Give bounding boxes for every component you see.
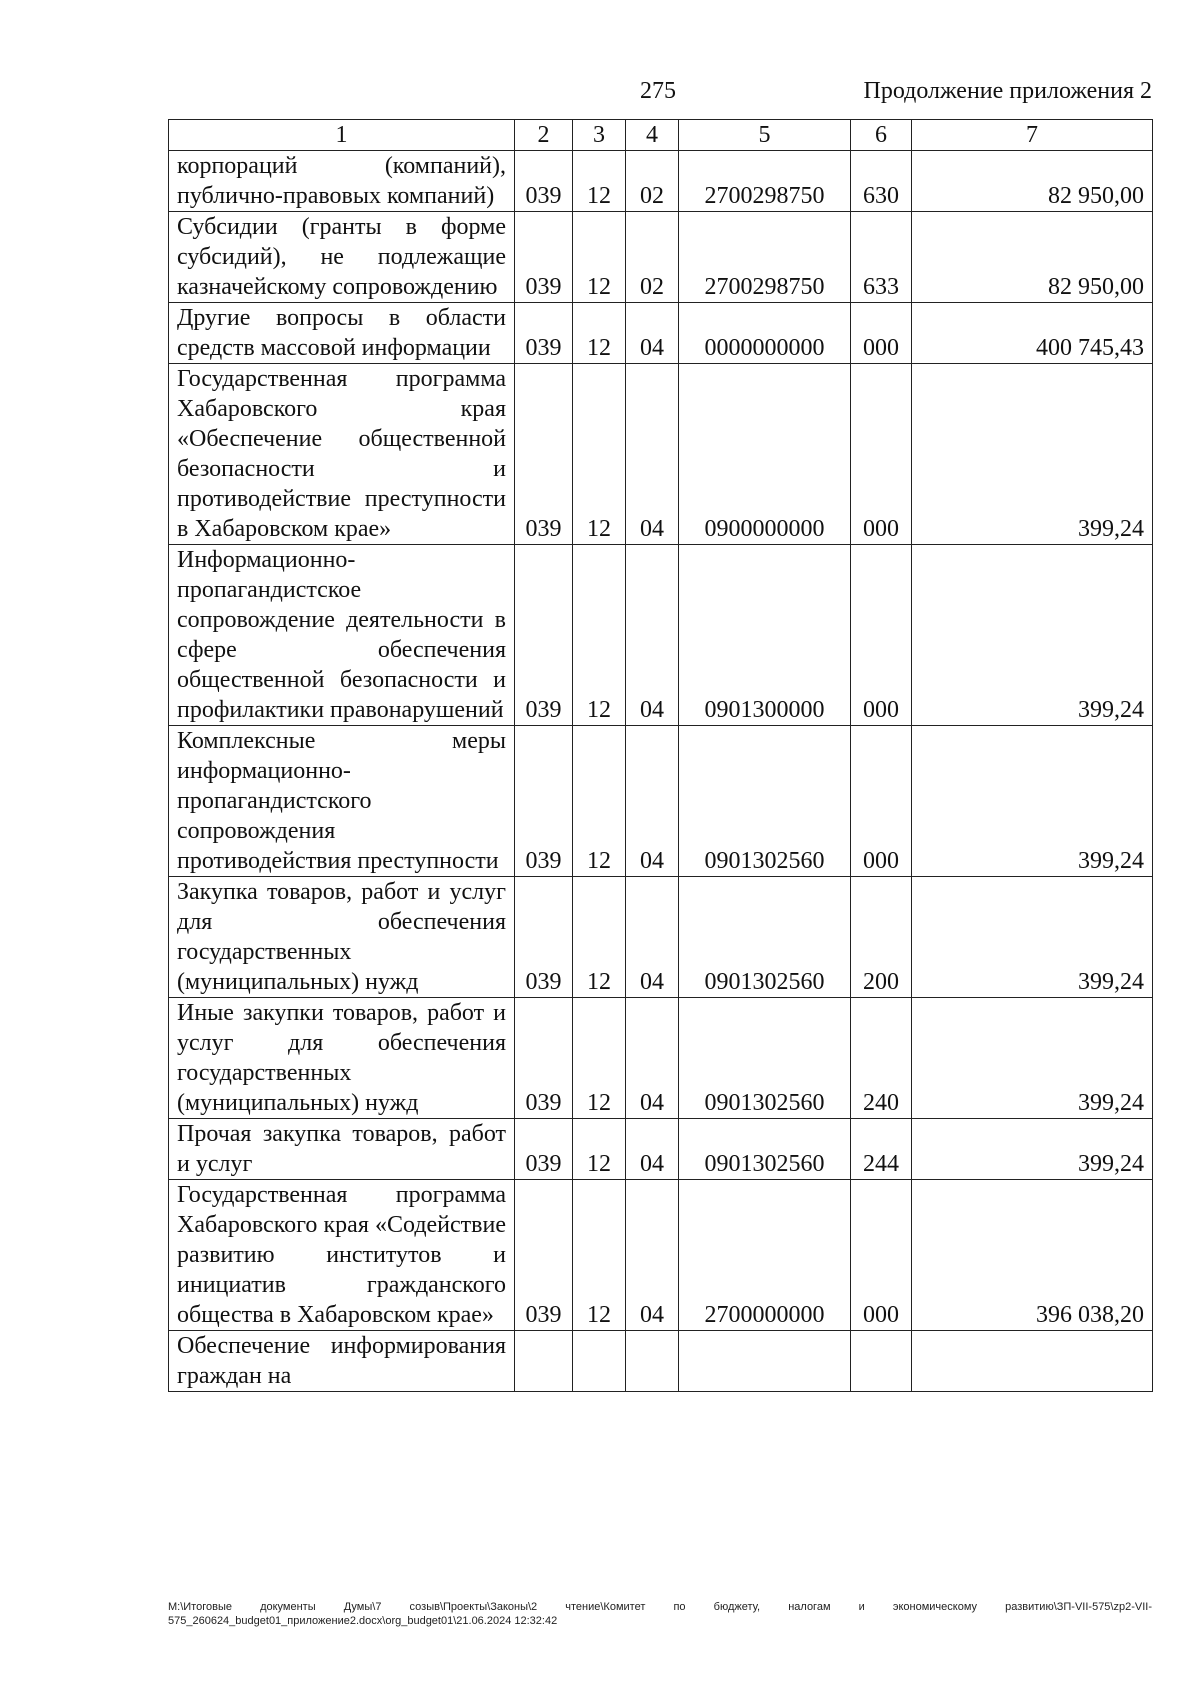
cell-amount: 399,24 (912, 726, 1153, 877)
row-name: Обеспечение информирования граждан на (169, 1331, 515, 1392)
row-name: Государственная программа Хабаровского края «Обеспечение общественной безопасности и противодействие преступности в Хабаровском крае» (169, 364, 515, 545)
cell-target-article: 0901302560 (679, 998, 851, 1119)
cell-ministry: 039 (515, 1119, 573, 1180)
cell-target-article: 2700000000 (679, 1180, 851, 1331)
table-row (169, 1331, 1153, 1392)
table-row (169, 151, 1153, 212)
column-header: 4 (626, 120, 679, 151)
cell-amount: 396 038,20 (912, 1180, 1153, 1331)
cell-ministry: 039 (515, 726, 573, 877)
cell-section: 12 (573, 877, 626, 998)
row-name: корпораций (компаний), публично-правовых компаний) (169, 151, 515, 212)
cell-subsection: 04 (626, 1180, 679, 1331)
cell-ministry: 039 (515, 877, 573, 998)
cell-section: 12 (573, 303, 626, 364)
cell-section: 12 (573, 726, 626, 877)
cell-expense-type: 633 (851, 212, 912, 303)
cell-expense-type: 200 (851, 877, 912, 998)
cell-subsection: 04 (626, 877, 679, 998)
column-header: 6 (851, 120, 912, 151)
cell-subsection: 04 (626, 545, 679, 726)
cell-subsection: 04 (626, 998, 679, 1119)
table-row (169, 364, 1153, 545)
cell-target-article (679, 1331, 851, 1392)
cell-subsection: 04 (626, 726, 679, 877)
row-name: Иные закупки товаров, работ и услуг для обеспечения государственных (муниципальных) нужд (169, 998, 515, 1119)
cell-subsection: 04 (626, 303, 679, 364)
row-name: Другие вопросы в области средств массовой информации (169, 303, 515, 364)
row-name: Закупка товаров, работ и услуг для обеспечения государственных (муниципальных) нужд (169, 877, 515, 998)
column-header: 7 (912, 120, 1153, 151)
column-header: 1 (169, 120, 515, 151)
cell-target-article: 2700298750 (679, 212, 851, 303)
cell-expense-type: 240 (851, 998, 912, 1119)
cell-expense-type: 000 (851, 1180, 912, 1331)
column-header: 2 (515, 120, 573, 151)
cell-ministry: 039 (515, 998, 573, 1119)
budget-table (168, 119, 1153, 1392)
cell-ministry: 039 (515, 1180, 573, 1331)
continuation-label: Продолжение приложения 2 (863, 78, 1152, 104)
cell-target-article: 0901300000 (679, 545, 851, 726)
cell-amount: 399,24 (912, 998, 1153, 1119)
cell-section: 12 (573, 545, 626, 726)
cell-amount: 400 745,43 (912, 303, 1153, 364)
cell-section: 12 (573, 364, 626, 545)
cell-target-article: 0900000000 (679, 364, 851, 545)
cell-section: 12 (573, 998, 626, 1119)
table-row (169, 545, 1153, 726)
cell-expense-type: 000 (851, 545, 912, 726)
cell-amount: 399,24 (912, 877, 1153, 998)
column-header: 5 (679, 120, 851, 151)
cell-amount: 82 950,00 (912, 212, 1153, 303)
cell-subsection: 04 (626, 1119, 679, 1180)
cell-target-article: 0901302560 (679, 1119, 851, 1180)
page-number: 275 (640, 78, 676, 104)
cell-amount: 399,24 (912, 1119, 1153, 1180)
cell-section: 12 (573, 1180, 626, 1331)
table-header-row (169, 120, 1153, 151)
cell-ministry: 039 (515, 364, 573, 545)
cell-subsection (626, 1331, 679, 1392)
table-row (169, 1119, 1153, 1180)
row-name: Комплексные меры информационно-пропагандистского сопровождения противодействия преступности (169, 726, 515, 877)
row-name: Прочая закупка товаров, работ и услуг (169, 1119, 515, 1180)
cell-expense-type: 000 (851, 726, 912, 877)
table-row (169, 998, 1153, 1119)
cell-ministry: 039 (515, 151, 573, 212)
cell-expense-type: 000 (851, 303, 912, 364)
table-row (169, 1180, 1153, 1331)
cell-amount (912, 1331, 1153, 1392)
cell-section: 12 (573, 212, 626, 303)
table-row (169, 726, 1153, 877)
cell-subsection: 04 (626, 364, 679, 545)
document-path-footer: М:\Итоговые документы Думы\7 созыв\Проекты\Законы\2 чтение\Комитет по бюджету, налогам и экономическому развитию\ЗП-VII-575\zp2-VII-575_260624_budget01_приложение2.docx\org_budget01\21.06.2024 12:32:42 (168, 1601, 1152, 1627)
cell-ministry: 039 (515, 303, 573, 364)
cell-section (573, 1331, 626, 1392)
cell-target-article: 0901302560 (679, 877, 851, 998)
cell-subsection: 02 (626, 212, 679, 303)
cell-target-article: 0000000000 (679, 303, 851, 364)
row-name: Субсидии (гранты в форме субсидий), не подлежащие казначейскому сопровождению (169, 212, 515, 303)
cell-ministry (515, 1331, 573, 1392)
cell-ministry: 039 (515, 545, 573, 726)
cell-section: 12 (573, 1119, 626, 1180)
table-row (169, 303, 1153, 364)
cell-amount: 399,24 (912, 364, 1153, 545)
row-name: Государственная программа Хабаровского края «Содействие развитию институтов и инициатив гражданского общества в Хабаровском крае» (169, 1180, 515, 1331)
cell-expense-type: 000 (851, 364, 912, 545)
row-name: Информационно-пропагандистское сопровождение деятельности в сфере обеспечения общественной безопасности и профилактики правонарушений (169, 545, 515, 726)
cell-expense-type: 630 (851, 151, 912, 212)
cell-subsection: 02 (626, 151, 679, 212)
table-row (169, 212, 1153, 303)
table-row (169, 877, 1153, 998)
cell-amount: 399,24 (912, 545, 1153, 726)
cell-amount: 82 950,00 (912, 151, 1153, 212)
cell-expense-type (851, 1331, 912, 1392)
column-header: 3 (573, 120, 626, 151)
cell-target-article: 2700298750 (679, 151, 851, 212)
cell-expense-type: 244 (851, 1119, 912, 1180)
cell-section: 12 (573, 151, 626, 212)
cell-target-article: 0901302560 (679, 726, 851, 877)
cell-ministry: 039 (515, 212, 573, 303)
